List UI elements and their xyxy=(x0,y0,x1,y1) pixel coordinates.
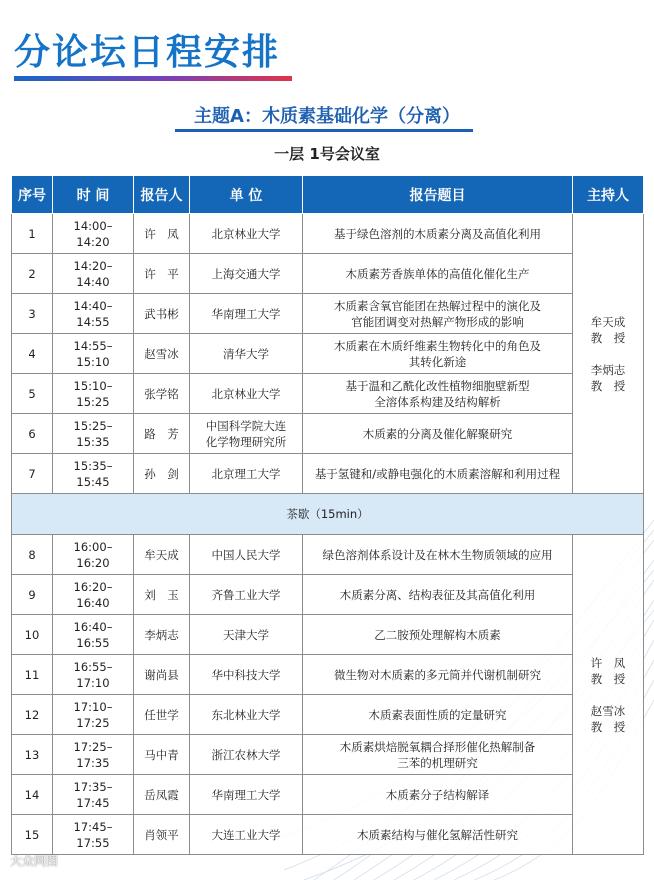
row-speaker: 孙 剑 xyxy=(134,454,190,494)
report-title-line: 基于温和乙酰化改性植物细胞壁新型 xyxy=(345,378,530,393)
row-report-title xyxy=(303,575,573,615)
organization-line: 北京理工大学 xyxy=(211,466,281,481)
room-location: 一层 1号会议室 xyxy=(274,145,380,163)
report-title-line: 其转化新途 xyxy=(408,354,467,369)
organization-line: 东北林业大学 xyxy=(211,707,281,722)
row-organization xyxy=(190,254,303,294)
host-name: 李炳志 xyxy=(590,362,626,377)
row-speaker: 赵雪冰 xyxy=(134,334,190,374)
row-speaker: 任世学 xyxy=(134,695,190,735)
organization-line: 中国科学院大连 xyxy=(205,418,287,433)
row-report-title xyxy=(303,615,573,655)
table-row xyxy=(12,775,644,815)
row-time: 15:10–15:25 xyxy=(53,374,134,414)
row-report-title xyxy=(303,294,573,334)
row-number: 6 xyxy=(12,414,53,454)
report-title-line: 木质素分子结构解译 xyxy=(385,787,490,802)
row-number: 4 xyxy=(12,334,53,374)
column-header-time: 时 间 xyxy=(53,176,134,214)
organization-line: 中国人民大学 xyxy=(211,547,281,562)
row-report-title xyxy=(303,334,573,374)
row-time: 17:10–17:25 xyxy=(53,695,134,735)
organization-line: 清华大学 xyxy=(223,346,269,361)
host-title: 教 授 xyxy=(590,671,626,686)
table-row xyxy=(12,695,644,735)
host-spacer xyxy=(577,687,639,703)
report-title-line: 全溶体系构建及结构解析 xyxy=(374,394,501,409)
row-speaker: 马中青 xyxy=(134,735,190,775)
row-report-title xyxy=(303,254,573,294)
table-row xyxy=(12,575,644,615)
row-speaker: 肖领平 xyxy=(134,815,190,855)
row-time: 14:40–14:55 xyxy=(53,294,134,334)
break-row xyxy=(12,494,644,535)
row-organization xyxy=(190,454,303,494)
schedule-table xyxy=(11,175,644,855)
row-number: 7 xyxy=(12,454,53,494)
organization-line: 华中科技大学 xyxy=(211,667,281,682)
table-row xyxy=(12,414,644,454)
table-row xyxy=(12,454,644,494)
row-number: 2 xyxy=(12,254,53,294)
row-time: 14:20–14:40 xyxy=(53,254,134,294)
row-speaker: 路 芳 xyxy=(134,414,190,454)
column-header-no: 序号 xyxy=(12,176,53,214)
row-number: 1 xyxy=(12,214,53,254)
report-title-line: 微生物对木质素的多元筒并代谢机制研究 xyxy=(334,667,541,682)
row-number: 5 xyxy=(12,374,53,414)
organization-line: 华南理工大学 xyxy=(211,787,281,802)
row-speaker: 岳凤霞 xyxy=(134,775,190,815)
row-number: 12 xyxy=(12,695,53,735)
organization-line: 大连工业大学 xyxy=(211,827,281,842)
column-header-title: 报告题目 xyxy=(303,176,573,214)
row-time: 16:20–16:40 xyxy=(53,575,134,615)
row-speaker: 李炳志 xyxy=(134,615,190,655)
report-title-line: 木质素烘焙脱氧耦合择形催化热解制备 xyxy=(339,739,536,754)
organization-line: 浙江农林大学 xyxy=(211,747,281,762)
row-organization xyxy=(190,775,303,815)
host-title: 教 授 xyxy=(590,719,626,734)
topic-heading: 主题A：木质素基础化学（分离） xyxy=(194,106,460,127)
report-title-line: 乙二胺预处理解构木质素 xyxy=(374,627,501,642)
row-organization xyxy=(190,615,303,655)
row-speaker: 牟天成 xyxy=(134,535,190,575)
table-row xyxy=(12,214,644,254)
row-time: 14:00–14:20 xyxy=(53,214,134,254)
row-organization xyxy=(190,374,303,414)
row-organization xyxy=(190,214,303,254)
organization-line: 齐鲁工业大学 xyxy=(211,587,281,602)
row-number: 8 xyxy=(12,535,53,575)
organization-line: 华南理工大学 xyxy=(211,306,281,321)
row-report-title xyxy=(303,454,573,494)
report-title-line: 三苯的机理研究 xyxy=(397,755,478,770)
row-report-title xyxy=(303,815,573,855)
table-row xyxy=(12,815,644,855)
row-number: 13 xyxy=(12,735,53,775)
report-title-line: 官能团调变对热解产物形成的影响 xyxy=(351,314,524,329)
organization-line: 北京林业大学 xyxy=(211,386,281,401)
row-time: 17:35–17:45 xyxy=(53,775,134,815)
organization-line: 化学物理研究所 xyxy=(205,434,287,449)
report-title-line: 木质素结构与催化氢解活性研究 xyxy=(357,827,518,842)
report-title-line: 木质素的分离及催化解聚研究 xyxy=(362,426,513,441)
page-title: 分论坛日程安排 xyxy=(14,32,281,73)
row-number: 15 xyxy=(12,815,53,855)
table-row xyxy=(12,655,644,695)
row-speaker: 谢尚县 xyxy=(134,655,190,695)
row-speaker: 张学铭 xyxy=(134,374,190,414)
row-number: 9 xyxy=(12,575,53,615)
organization-line: 上海交通大学 xyxy=(211,266,281,281)
host-name: 许 凤 xyxy=(590,655,626,670)
row-speaker: 许 凤 xyxy=(134,214,190,254)
row-organization xyxy=(190,294,303,334)
table-row xyxy=(12,374,644,414)
host-cell xyxy=(573,214,644,494)
row-time: 15:35–15:45 xyxy=(53,454,134,494)
report-title-line: 木质素表面性质的定量研究 xyxy=(368,707,507,722)
row-organization xyxy=(190,655,303,695)
title-underline xyxy=(14,76,292,81)
table-header-row xyxy=(12,176,644,214)
table-row xyxy=(12,294,644,334)
host-spacer xyxy=(577,346,639,362)
table-row xyxy=(12,254,644,294)
table-row xyxy=(12,334,644,374)
row-report-title xyxy=(303,214,573,254)
report-title-line: 木质素含氧官能团在热解过程中的演化及 xyxy=(334,298,541,313)
row-report-title xyxy=(303,374,573,414)
watermark: 大众网图 xyxy=(10,854,59,868)
row-organization xyxy=(190,414,303,454)
row-organization xyxy=(190,735,303,775)
row-report-title xyxy=(303,735,573,775)
host-name: 赵雪冰 xyxy=(590,703,626,718)
row-time: 14:55–15:10 xyxy=(53,334,134,374)
report-title-line: 木质素在木质纤维素生物转化中的角色及 xyxy=(334,338,541,353)
row-report-title xyxy=(303,775,573,815)
column-header-org: 单 位 xyxy=(190,176,303,214)
row-organization xyxy=(190,334,303,374)
row-report-title xyxy=(303,655,573,695)
row-speaker: 武书彬 xyxy=(134,294,190,334)
column-header-speaker: 报告人 xyxy=(134,176,190,214)
host-title: 教 授 xyxy=(590,378,626,393)
topic-underline xyxy=(175,129,473,132)
row-time: 16:40–16:55 xyxy=(53,615,134,655)
row-organization xyxy=(190,815,303,855)
row-time: 15:25–15:35 xyxy=(53,414,134,454)
table-row xyxy=(12,535,644,575)
schedule-body xyxy=(12,214,644,855)
row-report-title xyxy=(303,535,573,575)
row-number: 3 xyxy=(12,294,53,334)
row-speaker: 刘 玉 xyxy=(134,575,190,615)
row-speaker: 许 平 xyxy=(134,254,190,294)
row-number: 10 xyxy=(12,615,53,655)
row-time: 17:25–17:35 xyxy=(53,735,134,775)
report-title-line: 绿色溶剂体系设计及在林木生物质领域的应用 xyxy=(322,547,553,562)
row-time: 16:00–16:20 xyxy=(53,535,134,575)
report-title-line: 基于绿色溶剂的木质素分离及高值化利用 xyxy=(334,226,541,241)
column-header-host: 主持人 xyxy=(573,176,644,214)
row-time: 16:55–17:10 xyxy=(53,655,134,695)
host-title: 教 授 xyxy=(590,330,626,345)
row-report-title xyxy=(303,414,573,454)
row-organization xyxy=(190,535,303,575)
table-row xyxy=(12,615,644,655)
report-title-line: 木质素分离、结构表征及其高值化利用 xyxy=(339,587,536,602)
row-report-title xyxy=(303,695,573,735)
organization-line: 北京林业大学 xyxy=(211,226,281,241)
organization-line: 天津大学 xyxy=(223,627,269,642)
host-cell xyxy=(573,535,644,855)
row-time: 17:45–17:55 xyxy=(53,815,134,855)
table-row xyxy=(12,735,644,775)
host-name: 牟天成 xyxy=(590,314,626,329)
row-organization xyxy=(190,575,303,615)
row-organization xyxy=(190,695,303,735)
tea-break-label: 茶歇（15min） xyxy=(12,494,644,535)
report-title-line: 基于氢键和/或静电强化的木质素溶解和利用过程 xyxy=(314,466,561,481)
row-number: 11 xyxy=(12,655,53,695)
report-title-line: 木质素芳香族单体的高值化催化生产 xyxy=(345,266,530,281)
row-number: 14 xyxy=(12,775,53,815)
